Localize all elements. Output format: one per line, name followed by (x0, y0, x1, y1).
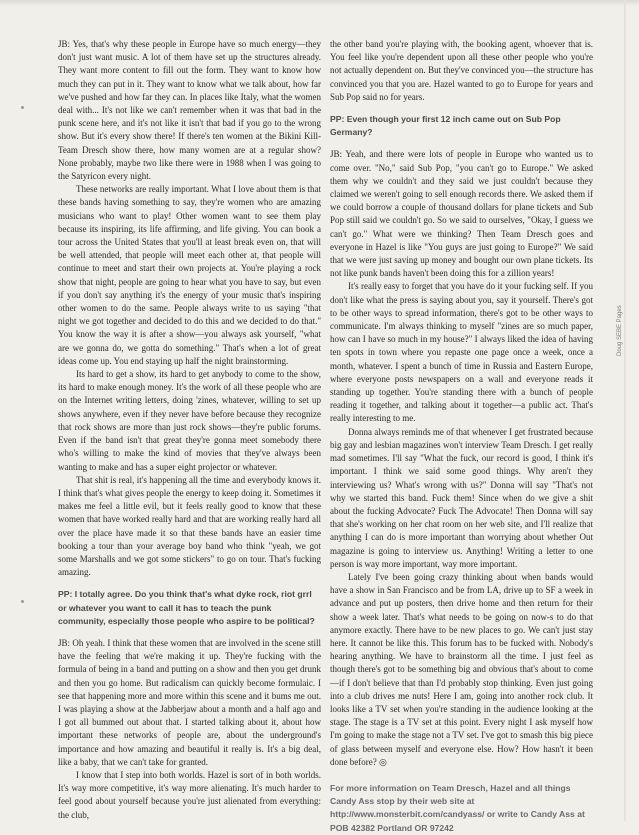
page-edge-shadow (624, 0, 626, 821)
left-paragraph-4: That shit is real, it's happening all the time and everybody knows it. I think that's what gives people the energy to keep doing it. Sometimes it makes me feel a little evil, but it feels really good to know that these women that have worked really hard and that are working really hard all over the place have made it so that these bands have an easier time booking a tour than your average boy band who think "yeah, we got some Marshalls and we got some stickers" to go on tour. That's fucking amazing. (58, 474, 321, 578)
left-paragraph-1: JB: Yes, that's why these people in Europe have so much energy—they don't just want music. A lot of them have set up the structures already. They want more content to fill out the form. They want to know how much they can put in it. They want to know what we talk about, how far we've pushed and how far they can. In places like Italy, what the women deal with... It's not like we can't remember when it was that bad in the punk scene here, and it's not like it isn't that bad if you go to the wrong show. But it's every show there! If there's ten women at the Bikini Kill-Team Dresch show there, how many women are at a regular show? None probably, maybe two like there were in 1988 when I was going to the Satyricon every night. (58, 39, 321, 182)
binder-hole-mark (21, 106, 24, 109)
end-mark-icon: ◎ (378, 757, 387, 768)
binder-hole-mark (21, 600, 24, 603)
interview-question-1: PP: I totally agree. Do you think that's what dyke rock, riot grrl or whatever you want to call it has to teach the punk community, especially those people who aspire to be political? (58, 589, 315, 626)
left-column (58, 38, 321, 822)
right-paragraph-5-text: Lately I've been going crazy thinking about when bands would have a show in San Francisco and be from LA, drive up to SF a week in advance and put up posters, then drive home and then return for their show a week later. That's what needs to be going on now-s to do that anymore exactly. There have to be new places to go. We can't just stay here. It cannot be like this. This forum has to be fucked with. Nobody's hearing anything. We have to brainstorm all the time. I just feel as though there's got to be something big and obvious that's about to come—if I don't believe that than I'd probably stop thinking. Even just going into a club drives me nuts! Here I am, going into another rock club. It looks like a TV set when you're standing in the audience looking at the stage. The stage is a TV set at this point. Every night I ask myself how I'm going to make the stage not a TV set. I've got to smash this big piece of glass between myself and everyone else. How? How hasn't it been done before? (330, 571, 593, 767)
right-paragraph-4: Donna always reminds me of that whenever I get frustrated because big gay and lesbian magazines won't interview Team Dresch. I get really mad sometimes. I'll say "What the fuck, our record is good, I think it's important. I think we said some good things. Why aren't they interviewing us? What's wrong with us?" Donna will say "That's not why we started this band. Fuck them! Since when do we give a shit about the fucking Advocate? Fuck The Advocate! Then Donna will say that she's working on her chat room on her web site, and I'll realize that anything I can do is more important than worrying about whether Out magazine is going to interview us. Anything! Writing a letter to one person is way more important, way more important. (330, 426, 593, 569)
right-paragraph-1: the other band you're playing with, the booking agent, whoever that is. You feel like you're dependent upon all these other people who you're not actually dependent on. But they've convinced you—the structure has convinced you that you are. Hazel wanted to go to Europe for years and Sub Pop said no for years. (330, 39, 593, 102)
right-paragraph-5 (330, 571, 593, 770)
right-paragraph-3: It's really easy to forget that you have do it your fucking self. If you don't like what the press is saying about you, say it yourself. There's got to be other ways to spread information, there's got to be other ways to communicate. I'm always thinking to myself "zines are so much paper, how can I have so much in my house?" I always liked the idea of having ten spots in town where you repaste one page once a week, once a month, whatever. I spent a bunch of time in Russia and Eastern Europe, where everyone posts newspapers on a wall and everyone reads it standing up together. You're standing there with a bunch of people reading it together, and talking about it together—a public act. That's really interesting to me. (330, 281, 593, 424)
left-paragraph-2: These networks are really important. What I love about them is that these bands having something to say, they're women who are amazing musicians who want to play! Other women want to see them play because its inspiring, its life affirming, and life giving. You can book a tour across the United States that you'll at least break even on, that will be well attended, that people will meet each other at, that people will continue to meet and start their own projects at. You're playing a rock show that night, people are going to hear what you have to say, but even if you don't say anything it's the energy of your music that's inspiring other women to do the same. People always write to us saying "that night we got together and decided to do this and we decided to do that." You know the way it is after a show—you always ask yourself, "what are we gonna do, we gotta do something." That's when a lot of great ideas come up. You end staying up half the night brainstorming. (58, 184, 321, 366)
left-paragraph-3: Its hard to get a show, its hard to get anybody to come to the show, its hard to make enough money. It's the work of all these people who are on the Internet writing letters, doing 'zines, whatever, willing to set up shows anywhere, even if they never have before because they recognize that rock shows are more than just rock shows—they're public forums. Even if the band isn't that great they're gonna meet somebody there who's willing to make the kind of movies that they've always been wanting to make and has a super eight projector or whatever. (58, 369, 321, 472)
left-paragraph-5: JB: Oh yeah. I think that these women that are involved in the scene still have the feeling that we're making it up. They're fucking with the formula of being in a band and putting on a show and then you get drunk and then you go home. But radicalism can quickly become formulaic. I see that happening more and more within this scene and it bums me out. I was playing a show at the Jabberjaw about a month and a half ago and I got all bummed out about that. I started talking about it, about how important these networks of people are, about the underground's importance and how amazing and beautiful it really is. It's a big deal, like a baby, that we can't take for granted. (58, 637, 321, 767)
left-paragraph-6: I know that I step into both worlds. Hazel is sort of in both worlds. It's way more competitive, it's way more alienating. It's much harder to feel good about yourself because you're just alienated from everything: the club, (58, 769, 321, 820)
right-column (330, 38, 593, 835)
scan-top-edge (0, 0, 639, 6)
right-paragraph-2: JB: Yeah, and there were lots of people in Europe who wanted us to come over. "No," said Sub Pop, "you can't go to Europe." We asked them why we couldn't and they said we just couldn't because they claimed we weren't going to sell enough records there. We asked them if we could borrow a couple of thousand dollars for plane tickets and Sub Pop still said we couldn't go. So we said to ourselves, "Okay, I guess we can't go." What were we thinking? Then Team Dresch goes and everyone in Hazel is like "You guys are just going to Europe?" We said that we were just saving up money and bought our own plane tickets. Its not like punk bands haven't been doing this for a zillion years! (330, 149, 593, 279)
contact-note: For more information on Team Dresch, Hazel and all things Candy Ass stop by their web site at http://www.monsterbit.com/candyass/ or write to Candy Ass at POB 42382 Portland OR 97242 (330, 782, 585, 833)
margin-credit: Doug SEBE Pages (617, 305, 623, 356)
interview-question-2: PP: Even though your first 12 inch came out on Sub Pop Germany? (330, 114, 561, 138)
